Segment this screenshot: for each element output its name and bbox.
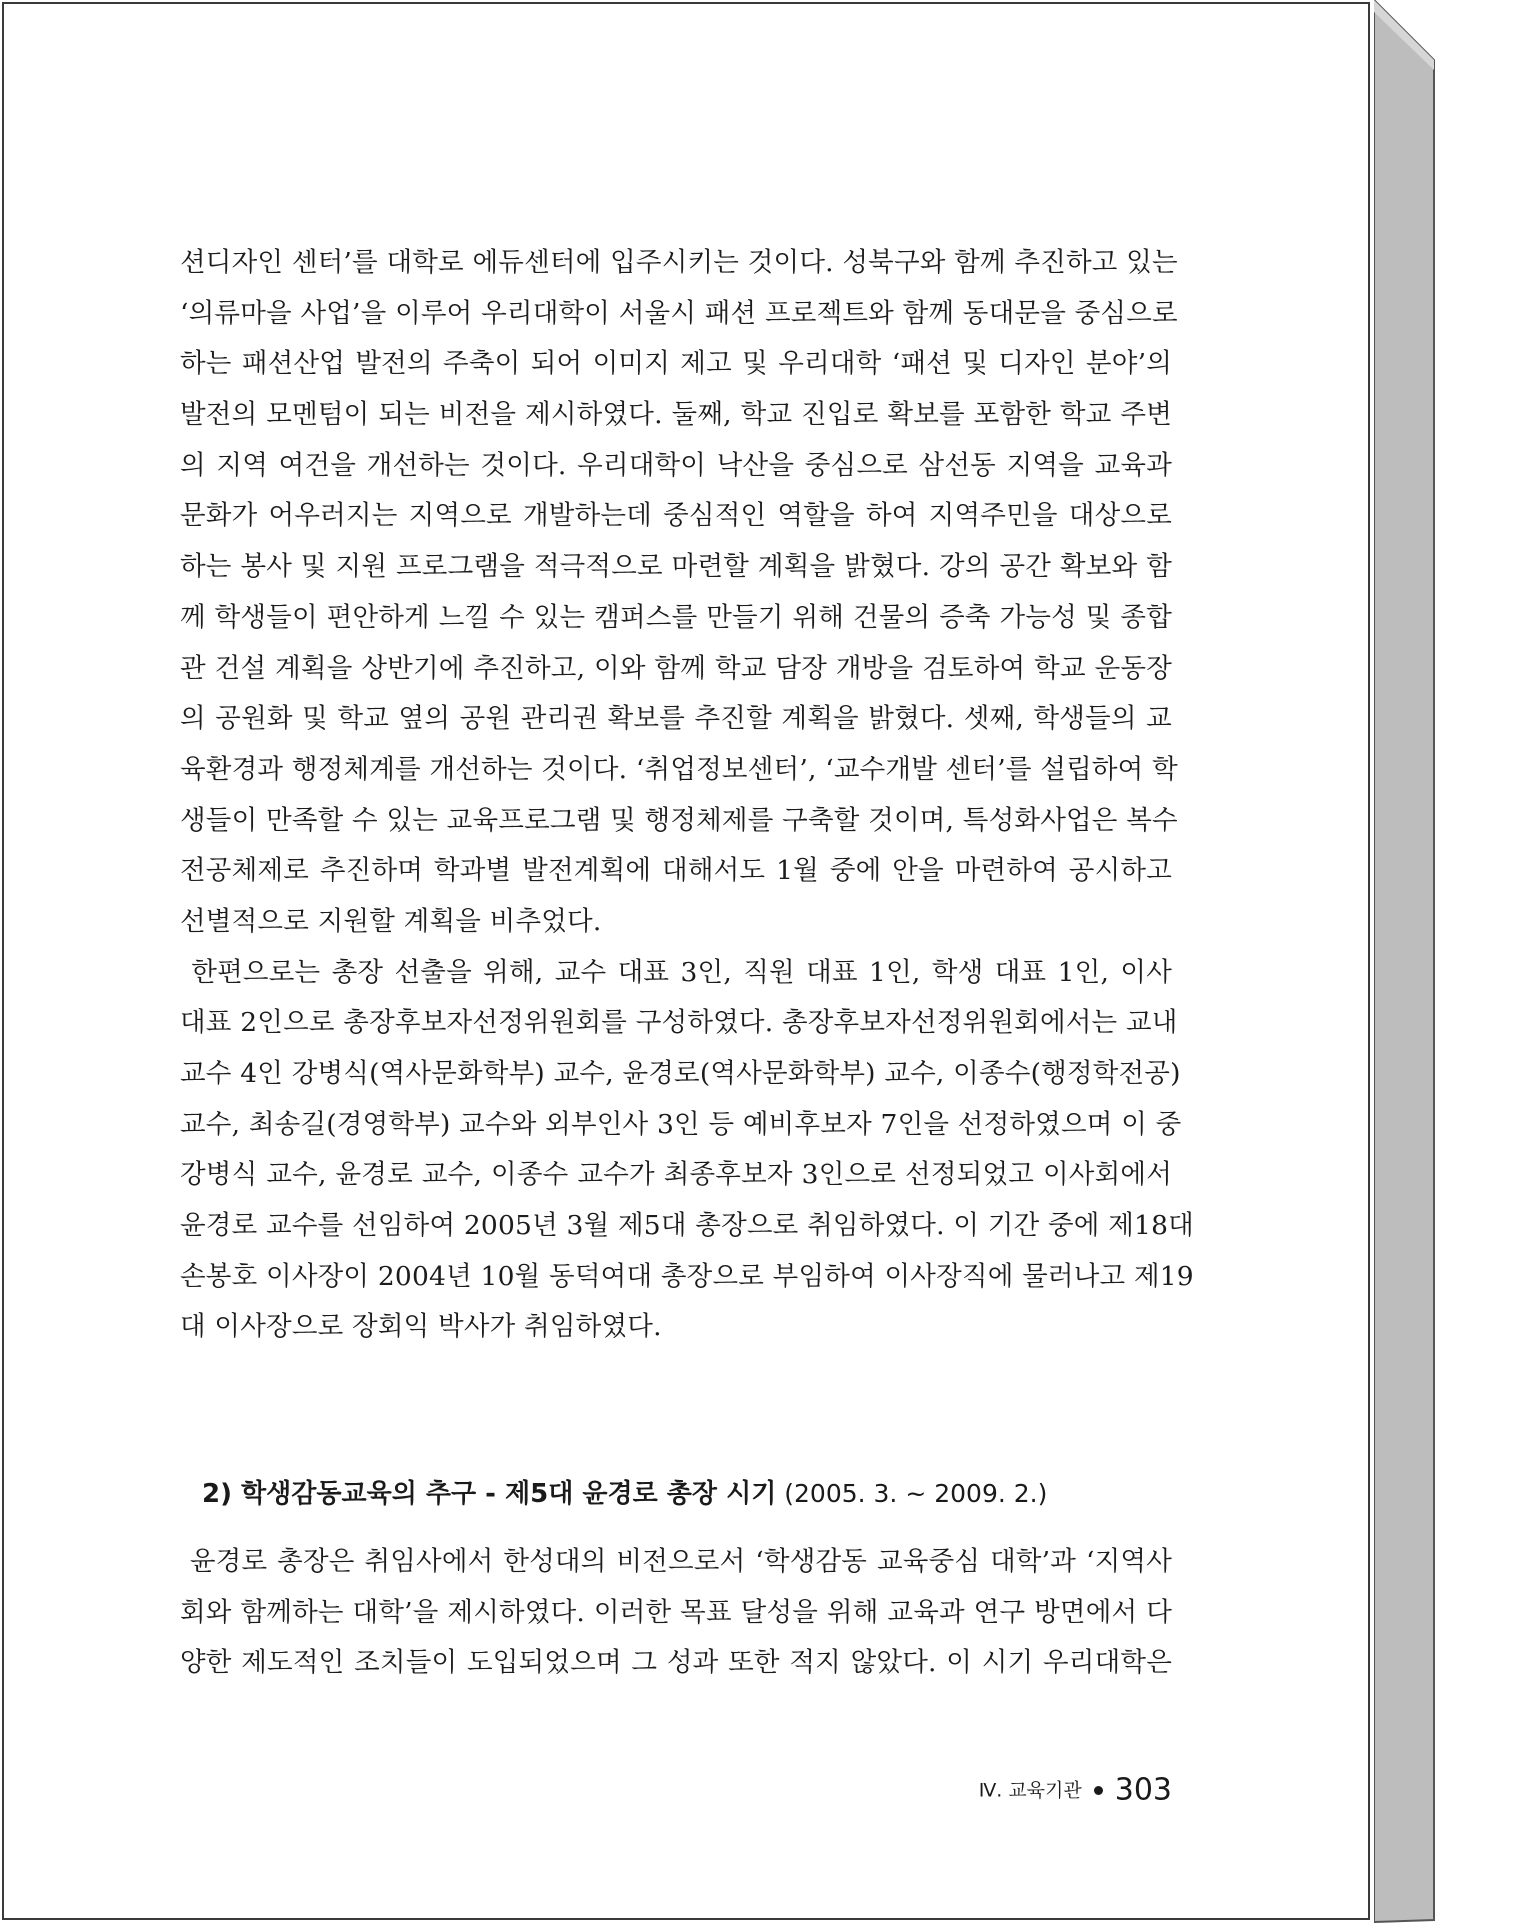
text-line: 윤경로 교수를 선임하여 2005년 3월 제5대 총장으로 취임하였다. 이 기간 중에 제18대 bbox=[180, 1210, 1194, 1242]
page-number: 303 bbox=[1114, 1772, 1172, 1808]
text-line: 생들이 만족할 수 있는 교육프로그램 및 행정체제를 구축할 것이며, 특성화사업은 복수 bbox=[180, 804, 1178, 836]
text-line: 하는 패션산업 발전의 주축이 되어 이미지 제고 및 우리대학 ‘패션 및 디자인 분야’의 bbox=[180, 348, 1172, 380]
section-heading bbox=[202, 1472, 1047, 1516]
body-paragraph-1 bbox=[180, 238, 1194, 1353]
text-line: 대 이사장으로 장회익 박사가 취임하였다. bbox=[180, 1311, 662, 1343]
text-line: 션디자인 센터’를 대학로 에듀센터에 입주시키는 것이다. 성북구와 함께 추진하고 있는 bbox=[180, 247, 1178, 278]
text-line: 교수, 최송길(경영학부) 교수와 외부인사 3인 등 예비후보자 7인을 선정하였으며 이 중 bbox=[180, 1108, 1182, 1140]
text-line: 의 공원화 및 학교 옆의 공원 관리권 확보를 추진할 계획을 밝혔다. 셋째, 학생들의 교 bbox=[180, 703, 1172, 735]
text-line: 교수 4인 강병식(역사문화학부) 교수, 윤경로(역사문화학부) 교수, 이종수(행정학전공) bbox=[180, 1058, 1181, 1089]
text-line: 강병식 교수, 윤경로 교수, 이종수 교수가 최종후보자 3인으로 선정되었고 이사회에서 bbox=[180, 1159, 1172, 1191]
text-line: 손봉호 이사장이 2004년 10월 동덕여대 총장으로 부임하여 이사장직에 물러나고 제19 bbox=[180, 1260, 1194, 1292]
text-line: 발전의 모멘텀이 되는 비전을 제시하였다. 둘째, 학교 진입로 확보를 포함한 학교 주변 bbox=[180, 399, 1172, 431]
book-page-edge bbox=[1374, 0, 1436, 1926]
text-line: 한편으로는 총장 선출을 위해, 교수 대표 3인, 직원 대표 1인, 학생 대표 1인, 이사 bbox=[180, 956, 1172, 988]
bullet-icon bbox=[1094, 1786, 1103, 1795]
text-line: 하는 봉사 및 지원 프로그램을 적극적으로 마련할 계획을 밝혔다. 강의 공간 확보와 함 bbox=[180, 551, 1172, 583]
text-line: 선별적으로 지원할 계획을 비추었다. bbox=[180, 905, 602, 937]
text-line: 육환경과 행정체계를 개선하는 것이다. ‘취업정보센터’, ‘교수개발 센터’를 설립하여 학 bbox=[180, 753, 1178, 785]
text-line: 전공체제로 추진하며 학과별 발전계획에 대해서도 1월 중에 안을 마련하여 공시하고 bbox=[180, 855, 1172, 887]
text-line: 회와 함께하는 대학’을 제시하였다. 이러한 목표 달성을 위해 교육과 연구 방면에서 다 bbox=[180, 1596, 1172, 1628]
text-line: 관 건설 계획을 상반기에 추진하고, 이와 함께 학교 담장 개방을 검토하여 학교 운동장 bbox=[180, 652, 1172, 684]
section-heading-title: 2) 학생감동교육의 추구 - 제5대 윤경로 총장 시기 bbox=[202, 1479, 777, 1509]
text-line: 께 학생들이 편안하게 느낄 수 있는 캠퍼스를 만들기 위해 건물의 증축 가능성 및 종합 bbox=[180, 601, 1172, 633]
body-paragraph-2 bbox=[180, 1537, 1172, 1689]
text-line: 의 지역 여건을 개선하는 것이다. 우리대학이 낙산을 중심으로 삼선동 지역을 교육과 bbox=[180, 449, 1172, 481]
page-footer bbox=[940, 1770, 1172, 1810]
text-line: 문화가 어우러지는 지역으로 개발하는데 중심적인 역할을 하여 지역주민을 대상으로 bbox=[180, 500, 1172, 532]
text-line: 대표 2인으로 총장후보자선정위원회를 구성하였다. 총장후보자선정위원회에서는 교내 bbox=[180, 1007, 1178, 1039]
text-line: 양한 제도적인 조치들이 도입되었으며 그 성과 또한 적지 않았다. 이 시기 우리대학은 bbox=[180, 1647, 1172, 1679]
chapter-label: Ⅳ. 교육기관 bbox=[978, 1779, 1082, 1802]
section-heading-period: (2005. 3. ~ 2009. 2.) bbox=[776, 1479, 1048, 1508]
text-line: ‘의류마을 사업’을 이루어 우리대학이 서울시 패션 프로젝트와 함께 동대문을 중심으로 bbox=[180, 297, 1178, 329]
text-line: 윤경로 총장은 취임사에서 한성대의 비전으로서 ‘학생감동 교육중심 대학’과 ‘지역사 bbox=[180, 1546, 1172, 1577]
